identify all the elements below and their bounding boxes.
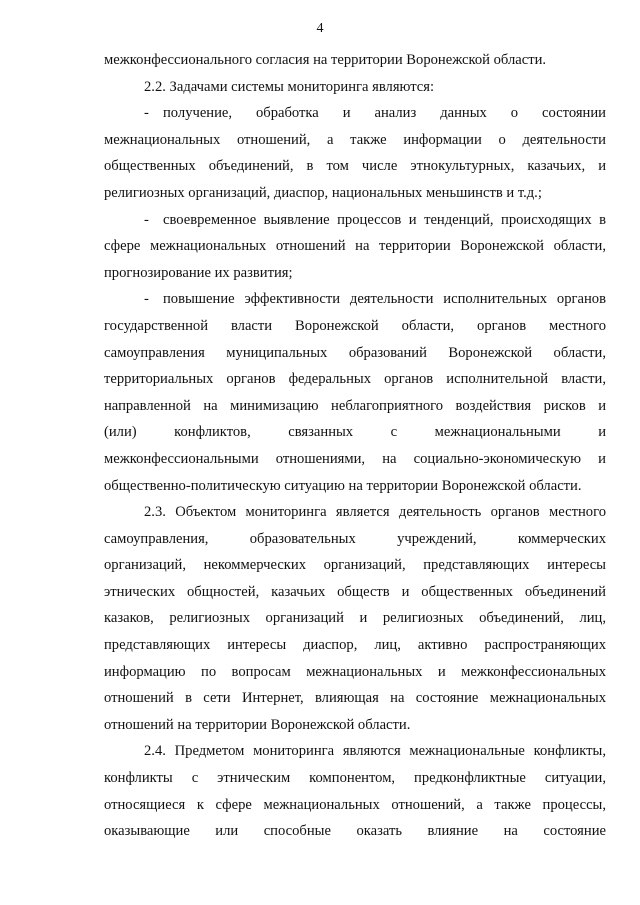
bullet-line: государственной власти Воронежской области, органов местного (104, 317, 606, 334)
paragraph-line: самоуправления, образовательных учреждений, коммерческих (104, 530, 606, 547)
paragraph-line: относящиеся к сфере межнациональных отношений, а также процессы, (104, 796, 606, 813)
paragraph-line: этнических общностей, казачьих обществ и общественных объединений (104, 583, 606, 600)
section-2-2 (104, 74, 606, 500)
bullet-line: - своевременное выявление процессов и тенденций, происходящих в (104, 207, 606, 234)
bullet-line: межконфессиональными отношениями, на социально-экономическую и (104, 450, 606, 467)
paragraph-line: 2.4. Предметом мониторинга являются межнациональные конфликты, (144, 743, 606, 760)
bullet-item (104, 286, 606, 499)
bullet-dash: - (144, 105, 149, 122)
continuation-line: межконфессионального согласия на территории Воронежской области. (104, 52, 547, 68)
paragraph-line: представляющих интересы диаспор, лиц, активно распространяющих (104, 637, 606, 654)
bullet-line: (или) конфликтов, связанных с межнациональными и (104, 424, 606, 441)
bullet-dash: - (144, 291, 149, 308)
paragraph-line: отношений в сети Интернет, влияющая на состояние межнациональных (104, 690, 606, 707)
paragraph-line: организаций, некоммерческих организаций, представляющих интересы (104, 557, 606, 574)
paragraph-line: 2.3. Объектом мониторинга является деятельность органов местного (144, 504, 606, 521)
bullet-dash: - (144, 211, 149, 228)
bullet-item (104, 100, 606, 206)
bullet-item (104, 207, 606, 287)
section-2-3 (104, 499, 606, 738)
bullet-line: прогнозирование их развития; (104, 264, 293, 281)
bullet-line: направленной на минимизацию неблагоприятного воздействия рисков и (104, 397, 606, 414)
section-2-4 (104, 738, 606, 844)
bullet-line: сфере межнациональных отношений на территории Воронежской области, (104, 238, 606, 255)
bullet-line: - повышение эффективности деятельности исполнительных органов (104, 286, 606, 313)
page-number: 4 (316, 21, 324, 36)
paragraph-line: конфликты с этническим компонентом, предконфликтные ситуации, (104, 770, 606, 787)
bullet-line: общественных объединений, в том числе этнокультурных, казачьих, и (104, 158, 606, 175)
paragraph-line: отношений на территории Воронежской области. (104, 716, 411, 733)
bullet-line: самоуправления муниципальных образований Воронежской области, (104, 344, 606, 361)
section-2-2-heading: 2.2. Задачами системы мониторинга являются: (144, 78, 435, 95)
document-body (104, 47, 606, 845)
bullet-line: религиозных организаций, диаспор, национальных меньшинств и т.д.; (104, 184, 542, 201)
bullet-line: межнациональных отношений, а также информации о деятельности (104, 131, 606, 148)
bullet-line: территориальных органов федеральных органов исполнительной власти, (104, 371, 606, 388)
bullet-line: - получение, обработка и анализ данных о состоянии (104, 100, 606, 127)
paragraph-line: информацию по вопросам межнациональных и межконфессиональных (104, 663, 606, 680)
bullet-line: общественно-политическую ситуацию на территории Воронежской области. (104, 477, 582, 494)
paragraph-line: оказывающие или способные оказать влияние на состояние (104, 823, 606, 840)
paragraph-line: казаков, религиозных организаций и религиозных объединений, лиц, (104, 610, 606, 627)
